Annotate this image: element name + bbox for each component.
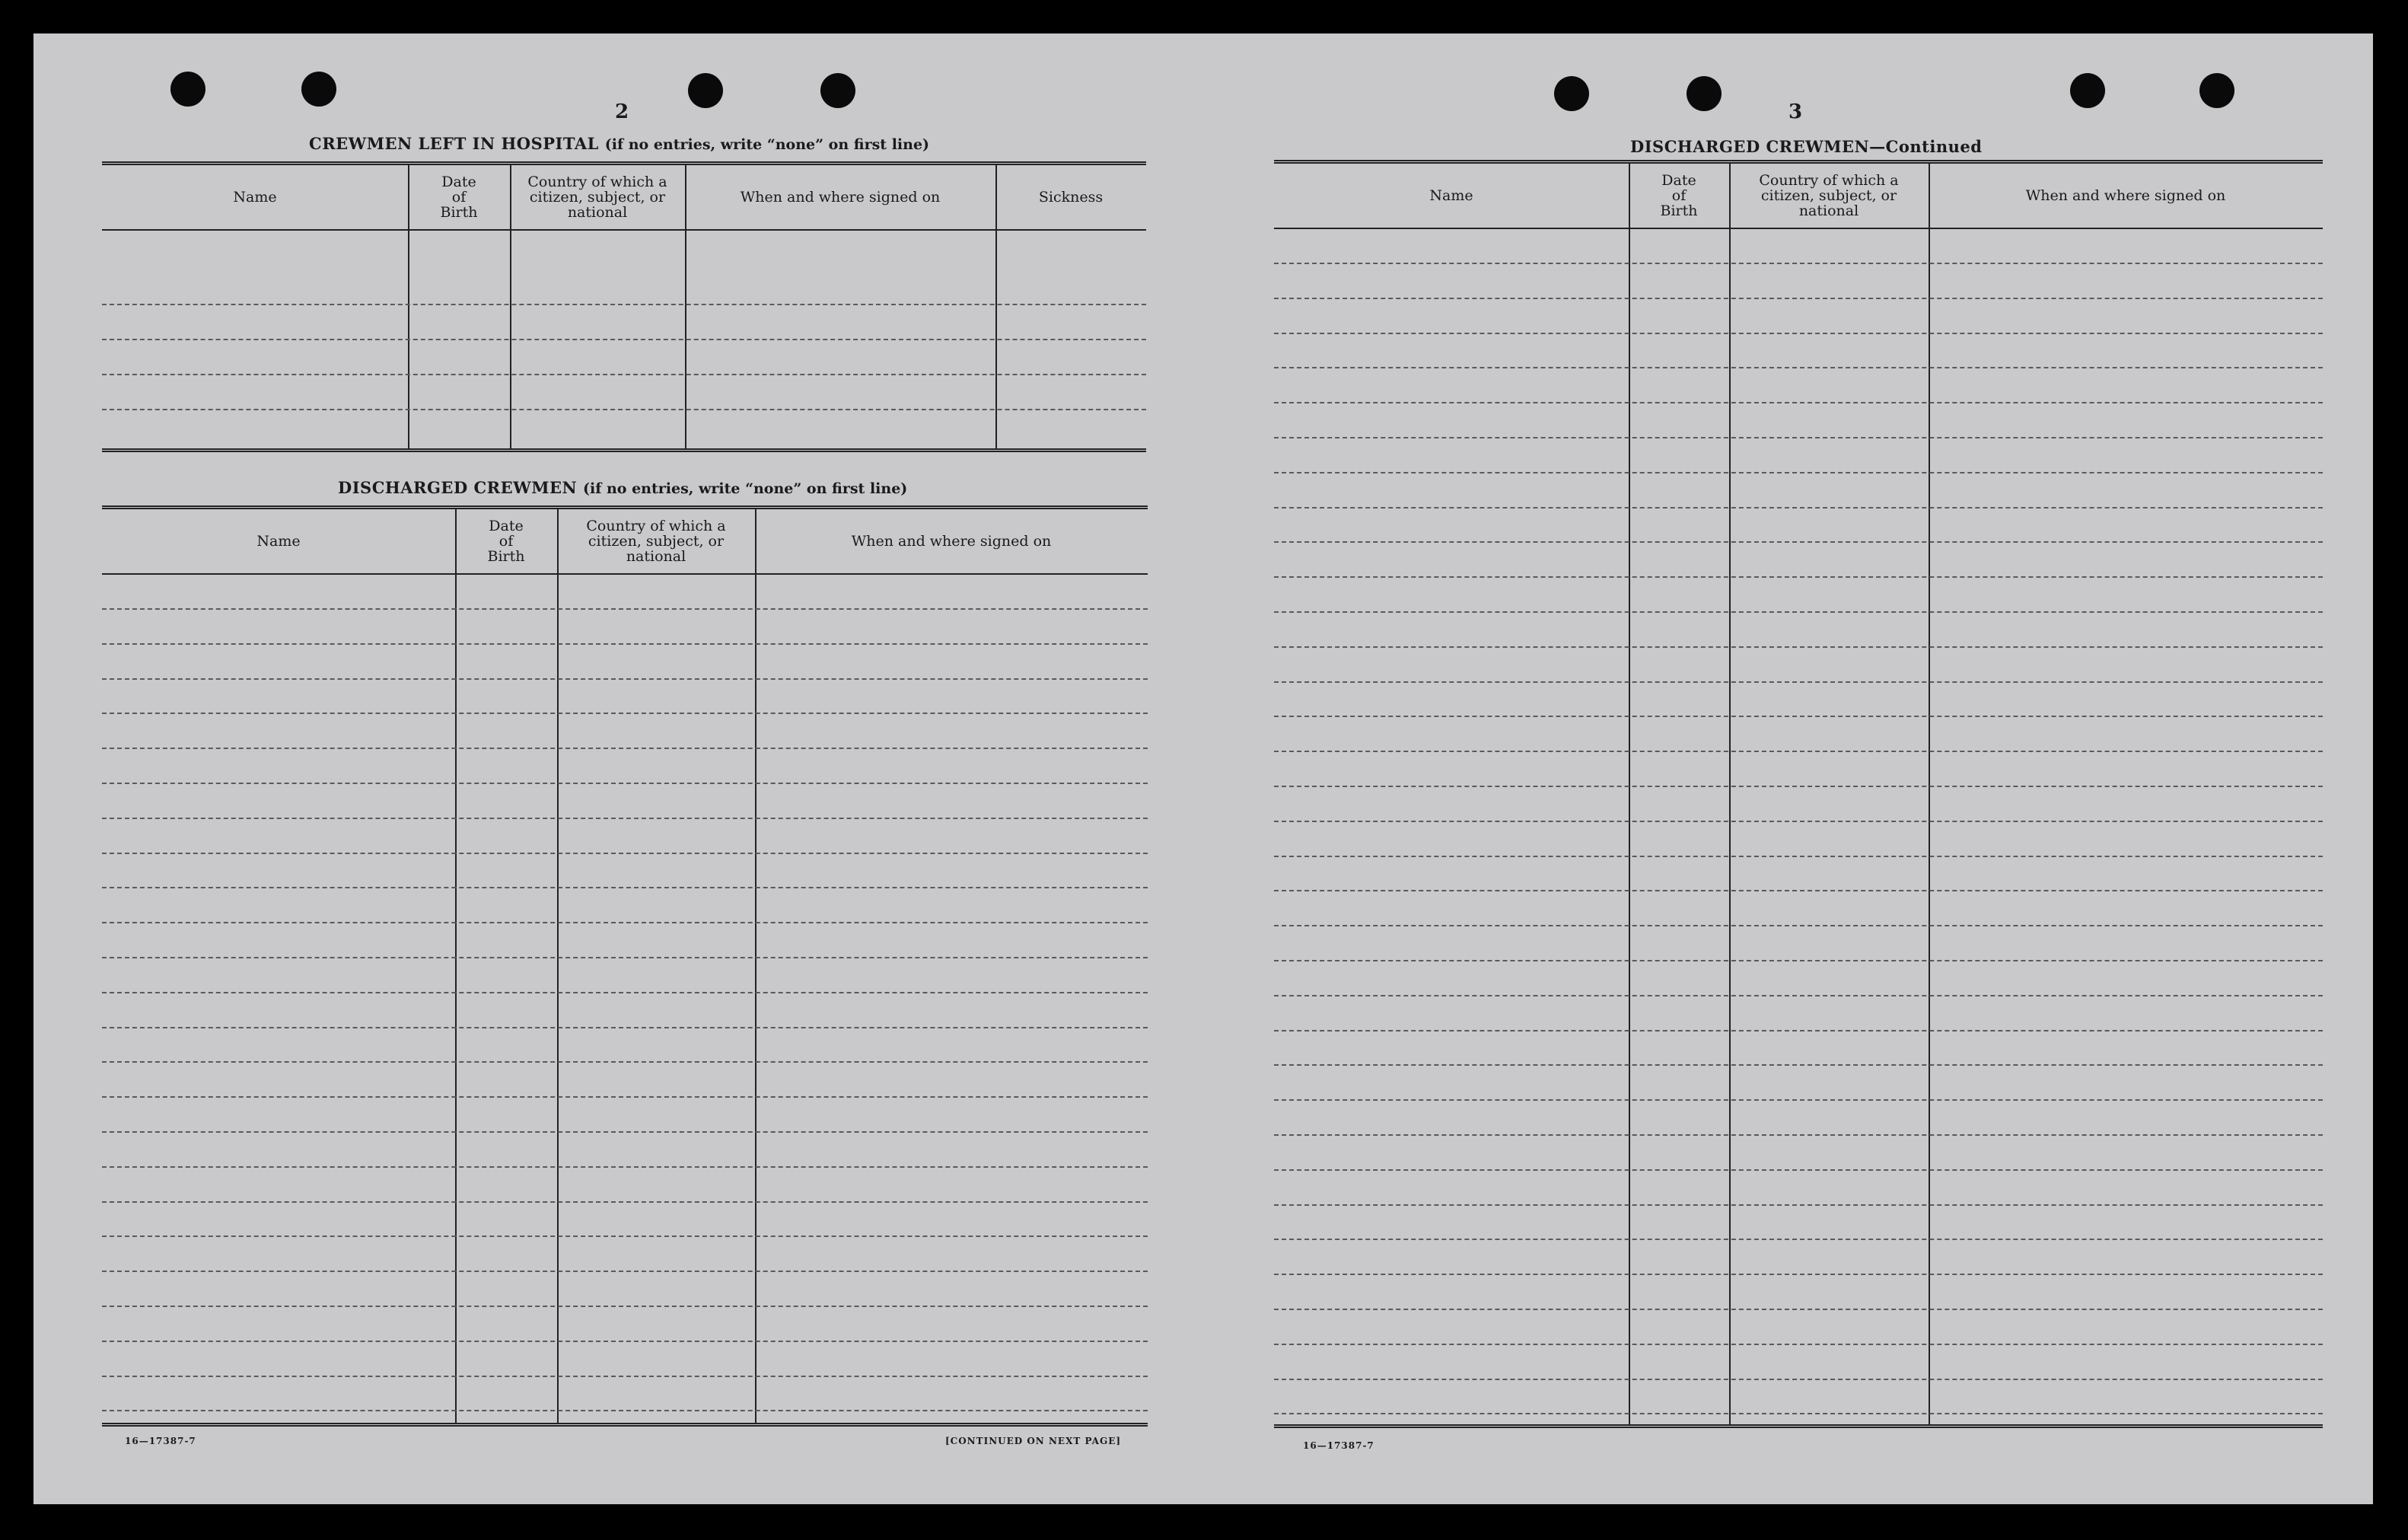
hospital-table — [102, 161, 1146, 452]
entry-line — [1274, 1379, 2323, 1380]
discharged-table — [102, 505, 1148, 1427]
entry-line — [1274, 821, 2323, 822]
discharged-title-text: DISCHARGED CREWMEN — [338, 478, 578, 497]
discharged-continued-title: DISCHARGED CREWMEN—Continued — [1630, 137, 1983, 156]
binder-hole — [170, 72, 205, 107]
column-divider — [408, 165, 409, 450]
binder-hole — [2199, 73, 2234, 108]
entry-line — [1274, 298, 2323, 299]
entry-line — [1274, 333, 2323, 334]
entry-line — [1274, 856, 2323, 857]
column-divider — [1629, 164, 1630, 1426]
entry-line — [1274, 611, 2323, 613]
col-header-date-of-birth: Date of Birth — [440, 174, 478, 221]
col-header-signed-on: When and where signed on — [740, 189, 941, 206]
entry-line — [1274, 541, 2323, 543]
entry-line — [1274, 1274, 2323, 1275]
entry-line — [102, 409, 1146, 410]
col-header-signed-on: When and where signed on — [851, 533, 1052, 550]
entry-line — [102, 748, 1148, 749]
binder-hole — [301, 72, 336, 107]
col-header-date-of-birth: Date of Birth — [1660, 172, 1698, 219]
entry-line — [102, 1341, 1148, 1342]
form-sheet — [33, 33, 2373, 1504]
form-number-right: 16—17387-7 — [1303, 1440, 1374, 1451]
column-divider — [1929, 164, 1930, 1426]
entry-line — [1274, 960, 2323, 961]
hospital-section-title — [309, 134, 929, 153]
discharged-section-title — [338, 478, 907, 497]
binder-hole — [1687, 76, 1722, 111]
col-header-name: Name — [1429, 187, 1473, 204]
column-divider — [455, 509, 457, 1424]
col-header-sickness: Sickness — [1038, 189, 1104, 206]
column-divider — [685, 165, 686, 450]
entry-line — [102, 992, 1148, 993]
col-header-country: Country of which a citizen, subject, or national — [1759, 172, 1899, 219]
entry-line — [1274, 716, 2323, 717]
entry-line — [102, 887, 1148, 888]
entry-line — [1274, 1134, 2323, 1136]
page-number-left: 2 — [615, 100, 629, 123]
entry-line — [1274, 1099, 2323, 1101]
entry-line — [102, 1236, 1148, 1237]
entry-line — [102, 1131, 1148, 1133]
entry-line — [102, 608, 1148, 610]
entry-line — [1274, 1064, 2323, 1066]
entry-line — [1274, 1413, 2323, 1414]
entry-line — [102, 713, 1148, 714]
col-header-date-of-birth: Date of Birth — [487, 518, 525, 565]
entry-line — [102, 1027, 1148, 1028]
entry-line — [102, 1096, 1148, 1098]
entry-line — [1274, 890, 2323, 891]
form-number-left: 16—17387-7 — [125, 1436, 196, 1446]
discharged-continued-header — [1274, 164, 2323, 229]
entry-line — [102, 678, 1148, 680]
column-divider — [1729, 164, 1731, 1426]
binder-hole — [1554, 76, 1589, 111]
column-divider — [995, 165, 997, 450]
entry-line — [102, 957, 1148, 958]
entry-line — [102, 1271, 1148, 1272]
col-header-signed-on: When and where signed on — [2025, 187, 2226, 204]
entry-line — [1274, 263, 2323, 264]
page-number-right: 3 — [1788, 100, 1803, 123]
hospital-title-text: CREWMEN LEFT IN HOSPITAL — [309, 134, 599, 153]
col-header-country: Country of which a citizen, subject, or national — [586, 518, 726, 565]
entry-line — [102, 818, 1148, 819]
entry-line — [1274, 925, 2323, 926]
entry-line — [102, 374, 1146, 375]
entry-line — [1274, 1239, 2323, 1240]
entry-line — [1274, 1030, 2323, 1031]
entry-line — [102, 1061, 1148, 1063]
entry-line — [102, 1306, 1148, 1307]
entry-line — [102, 922, 1148, 923]
entry-line — [1274, 1309, 2323, 1310]
col-header-country: Country of which a citizen, subject, or national — [527, 174, 667, 221]
discharged-table-header — [102, 509, 1148, 575]
entry-line — [102, 783, 1148, 784]
entry-line — [102, 1376, 1148, 1377]
entry-line — [1274, 1169, 2323, 1171]
column-divider — [510, 165, 511, 450]
entry-line — [1274, 367, 2323, 368]
entry-line — [102, 1201, 1148, 1203]
binder-hole — [820, 73, 855, 108]
discharged-instruction: (if no entries, write “none” on first line) — [582, 480, 908, 497]
entry-line — [102, 339, 1146, 340]
entry-line — [102, 304, 1146, 305]
col-header-name: Name — [233, 189, 277, 206]
entry-line — [1274, 995, 2323, 996]
entry-line — [1274, 1344, 2323, 1345]
entry-line — [1274, 507, 2323, 509]
entry-line — [1274, 472, 2323, 473]
entry-line — [102, 1410, 1148, 1411]
hospital-instruction: (if no entries, write “none” on first line) — [604, 136, 930, 153]
column-divider — [557, 509, 559, 1424]
hospital-table-header — [102, 165, 1146, 231]
entry-line — [1274, 786, 2323, 787]
continued-note: [CONTINUED ON NEXT PAGE] — [945, 1436, 1122, 1446]
column-divider — [755, 509, 756, 1424]
binder-hole — [2070, 73, 2105, 108]
entry-line — [102, 643, 1148, 645]
binder-hole — [688, 73, 723, 108]
discharged-continued-table — [1274, 160, 2323, 1428]
entry-line — [1274, 402, 2323, 403]
entry-line — [102, 1166, 1148, 1168]
entry-line — [1274, 681, 2323, 683]
entry-line — [1274, 1204, 2323, 1206]
entry-line — [1274, 576, 2323, 578]
col-header-name: Name — [256, 533, 301, 550]
entry-line — [102, 853, 1148, 854]
entry-line — [1274, 751, 2323, 752]
entry-line — [1274, 437, 2323, 438]
entry-line — [1274, 646, 2323, 648]
